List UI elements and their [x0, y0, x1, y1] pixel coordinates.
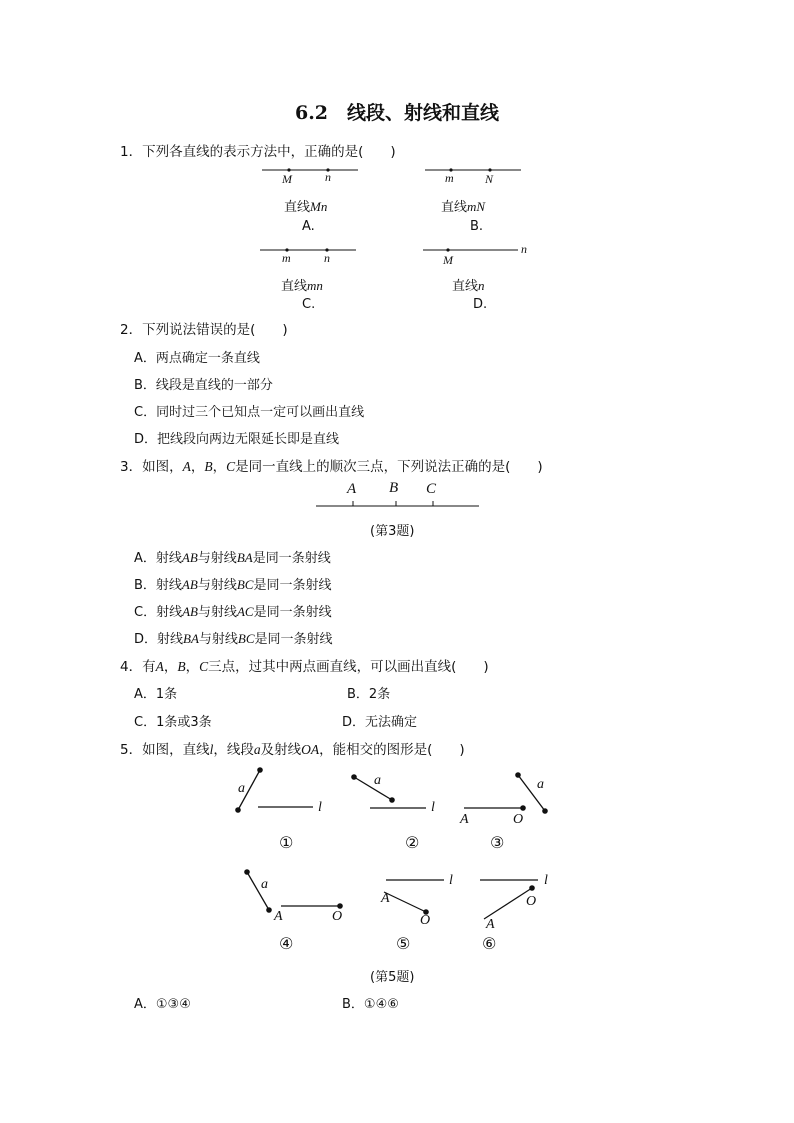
q3-option-c: C．射线AB与射线AC是同一条射线 — [134, 604, 332, 620]
q5-figure-3 — [464, 772, 548, 814]
q5-option-a: A．①③④ — [134, 997, 191, 1012]
question-5-stem: 5．如图，直线l，线段a及射线OA，能相交的图形是( ) — [120, 742, 465, 758]
q1d-point-m-label: M — [443, 253, 453, 267]
q5-fig3-label-a: a — [537, 777, 544, 792]
q4-option-a: A．1条 — [134, 687, 178, 702]
q5-figure-1 — [235, 767, 313, 813]
q1c-point-n-label: n — [324, 251, 330, 265]
q4-option-c: C．1条或3条 — [134, 715, 212, 730]
q5-number-5: ⑤ — [396, 934, 411, 953]
q5-fig5-label-A: A — [381, 891, 390, 906]
q5-fig3-label-A: A — [460, 812, 469, 827]
q5-fig3-label-O: O — [513, 812, 524, 827]
question-1-stem: 1．下列各直线的表示方法中，正确的是( ) — [120, 144, 396, 160]
q2-option-d: D．把线段向两边无限延长即是直线 — [134, 432, 340, 447]
q2-option-a: A．两点确定一条直线 — [134, 351, 260, 366]
q3-point-a-label: A — [347, 481, 357, 497]
q1c-caption: 直线mn — [281, 278, 323, 294]
q1a-point-m-label: M — [282, 172, 292, 186]
q5-number-4: ④ — [279, 934, 294, 953]
page-title: 6.2 线段、射线和直线 — [294, 102, 500, 124]
q5-fig2-label-a: a — [374, 773, 381, 788]
q1a-option-letter: A. — [302, 219, 315, 234]
q5-figure-5 — [384, 880, 444, 915]
q1b-point-n-label: N — [485, 172, 494, 186]
q5-fig6-label-l: l — [544, 873, 548, 888]
q3-point-c-label: C — [426, 481, 437, 497]
q1b-option-letter: B. — [470, 219, 484, 234]
q5-number-2: ② — [405, 833, 420, 852]
q3-point-b-label: B — [389, 480, 399, 496]
q5-fig6-label-O: O — [526, 894, 537, 909]
q1a-caption: 直线Mn — [284, 199, 328, 215]
q5-figure-2 — [351, 774, 426, 808]
q3-caption: (第3题) — [370, 524, 415, 539]
q5-caption: (第5题) — [370, 970, 415, 985]
q5-fig5-label-O: O — [420, 913, 431, 928]
q3-option-a: A．射线AB与射线BA是同一条射线 — [134, 550, 331, 566]
q3-option-b: B．射线AB与射线BC是同一条射线 — [134, 577, 332, 593]
question-3-stem: 3．如图，A，B，C是同一直线上的顺次三点，下列说法正确的是( ) — [120, 459, 543, 475]
q1d-caption: 直线n — [452, 278, 485, 294]
q5-fig4-label-a: a — [261, 877, 268, 892]
q5-fig4-label-O: O — [332, 909, 343, 924]
q5-fig1-label-a: a — [238, 781, 245, 796]
q1b-caption: 直线mN — [441, 199, 486, 215]
question-2-stem: 2．下列说法错误的是( ) — [120, 322, 288, 338]
question-4-stem: 4．有A，B，C三点，过其中两点画直线，可以画出直线( ) — [120, 659, 489, 675]
q5-number-1: ① — [279, 833, 294, 852]
q1d-option-letter: D. — [473, 297, 488, 312]
q5-figure-4 — [244, 869, 343, 913]
q1c-option-letter: C. — [302, 297, 316, 312]
q5-fig4-label-A: A — [274, 909, 283, 924]
q2-option-b: B．线段是直线的一部分 — [134, 378, 273, 393]
q5-option-b: B．①④⑥ — [342, 997, 399, 1012]
q2-option-c: C．同时过三个已知点一定可以画出直线 — [134, 405, 365, 420]
q5-number-3: ③ — [490, 833, 505, 852]
q3-option-d: D．射线BA与射线BC是同一条射线 — [134, 631, 333, 647]
q5-fig2-label-l: l — [431, 800, 435, 815]
q5-number-6: ⑥ — [482, 934, 497, 953]
q1d-line-n-label: n — [521, 242, 527, 256]
q1b-point-m-label: m — [445, 171, 454, 185]
q5-fig1-label-l: l — [318, 800, 322, 815]
q5-fig6-label-A: A — [486, 917, 495, 932]
q1c-point-m-label: m — [282, 251, 291, 265]
q4-option-b: B．2条 — [347, 687, 391, 702]
q1a-point-n-label: n — [325, 170, 331, 184]
q4-option-d: D．无法确定 — [342, 715, 418, 730]
q5-fig5-label-l: l — [449, 873, 453, 888]
